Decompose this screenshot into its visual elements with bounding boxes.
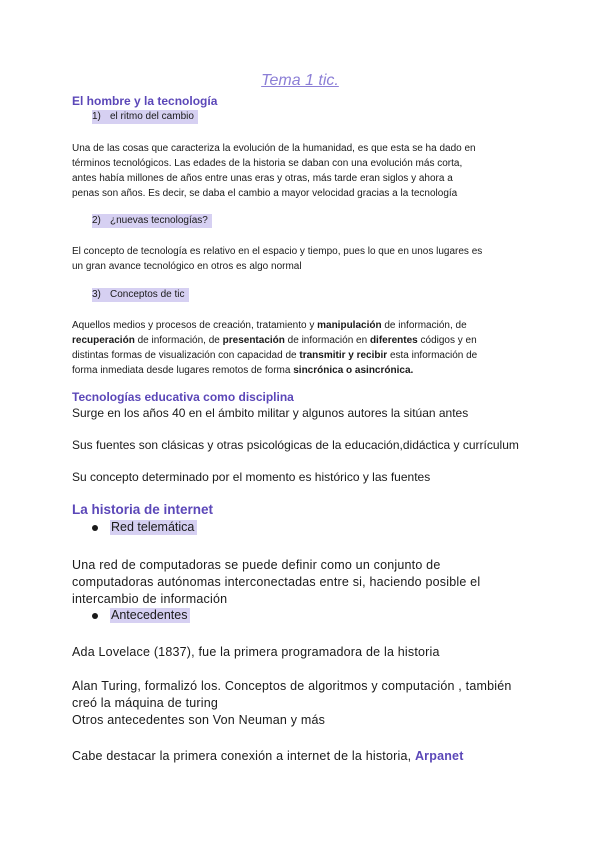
bullet-label: Antecedentes (110, 608, 190, 623)
numbered-item-1 (92, 110, 198, 124)
item-label: el ritmo del cambio (110, 111, 194, 122)
text-line (72, 333, 534, 348)
bold-term: presentación (222, 335, 285, 346)
text-run: Aquellos medios y procesos de creación, tratamiento y (72, 320, 318, 331)
item-number: 3) (92, 289, 101, 300)
text-line: un gran avance tecnológico en otros es algo normal (72, 261, 302, 272)
item-label: Conceptos de tic (110, 289, 185, 300)
text-line: Ada Lovelace (1837), fue la primera programadora de la historia (72, 645, 440, 659)
text-line: Otros antecedentes son Von Neuman y más (72, 713, 326, 727)
text-line: intercambio de información (72, 592, 228, 606)
paragraph-conceptos-tic (72, 318, 534, 378)
bold-term: transmitir y recibir (299, 350, 388, 361)
bullet-label: Red telemática (110, 520, 197, 535)
text-run: de información en (284, 335, 370, 346)
text-line (72, 348, 534, 363)
paragraph-ritmo-cambio (72, 141, 534, 201)
text-line: Sus fuentes son clásicas y otras psicológicas de la educación,didáctica y currículum (72, 438, 519, 452)
paragraph-nuevas-tecnologias (72, 244, 534, 274)
bullet-dot-icon (92, 525, 98, 531)
bold-term: diferentes (369, 335, 418, 346)
bold-term: recuperación (72, 335, 135, 346)
bullet-item-red-telematica (92, 520, 197, 535)
text-run: de información, de (381, 320, 467, 331)
text-line: Alan Turing, formalizó los. Conceptos de algoritmos y computación , también (72, 679, 512, 693)
document-title: Tema 1 tic. (261, 72, 339, 89)
text-line: antes había millones de años entre unas eras y otras, más tarde eran siglos y ahora a (72, 173, 453, 184)
text-line: penas son años. Es decir, se daba el cambio a mayor velocidad gracias a la tecnología (72, 188, 458, 199)
text-line (72, 318, 534, 333)
item-number: 2) (92, 215, 101, 226)
text-line: El concepto de tecnología es relativo en el espacio y tiempo, pues lo que en unos lugares es (72, 246, 483, 257)
text-run: de información, de (134, 335, 223, 346)
highlight-term-arpanet: Arpanet (414, 749, 464, 763)
section-heading-tecnologias-educativa: Tecnologías educativa como disciplina (72, 390, 294, 404)
text-line: Una red de computadoras se puede definir como un conjunto de (72, 558, 441, 572)
item-label: ¿nuevas tecnologías? (110, 215, 208, 226)
text-run: distintas formas de visualización con capacidad de (72, 350, 300, 361)
bullet-item-antecedentes (92, 608, 190, 623)
section-heading-historia-internet: La historia de internet (72, 502, 214, 517)
text-run: Cabe destacar la primera conexión a internet de la historia, (72, 749, 415, 763)
numbered-item-3 (92, 288, 189, 302)
bold-term: sincrónica o asincrónica. (293, 365, 414, 376)
text-line: creó la máquina de turing (72, 696, 219, 710)
text-run: códigos y en (417, 335, 477, 346)
text-line: términos tecnológicos. Las edades de la historia se daban con una evolución más corta, (72, 158, 463, 169)
section-heading-hombre-tecnologia: El hombre y la tecnología (72, 94, 218, 108)
text-run: esta información de (387, 350, 478, 361)
text-line: Una de las cosas que caracteriza la evolución de la humanidad, es que esta se ha dado en (72, 143, 476, 154)
text-line (72, 363, 534, 378)
text-line: Su concepto determinado por el momento es histórico y las fuentes (72, 470, 431, 484)
bullet-dot-icon (92, 613, 98, 619)
text-run: forma inmediata desde lugares remotos de forma (72, 365, 294, 376)
text-line: computadoras autónomas interconectadas entre si, haciendo posible el (72, 575, 481, 589)
bold-term: manipulación (317, 320, 382, 331)
numbered-item-2 (92, 214, 212, 228)
text-line-arpanet (72, 748, 464, 765)
text-line: Surge en los años 40 en el ámbito militar y algunos autores la sitúan antes (72, 406, 469, 420)
item-number: 1) (92, 111, 101, 122)
